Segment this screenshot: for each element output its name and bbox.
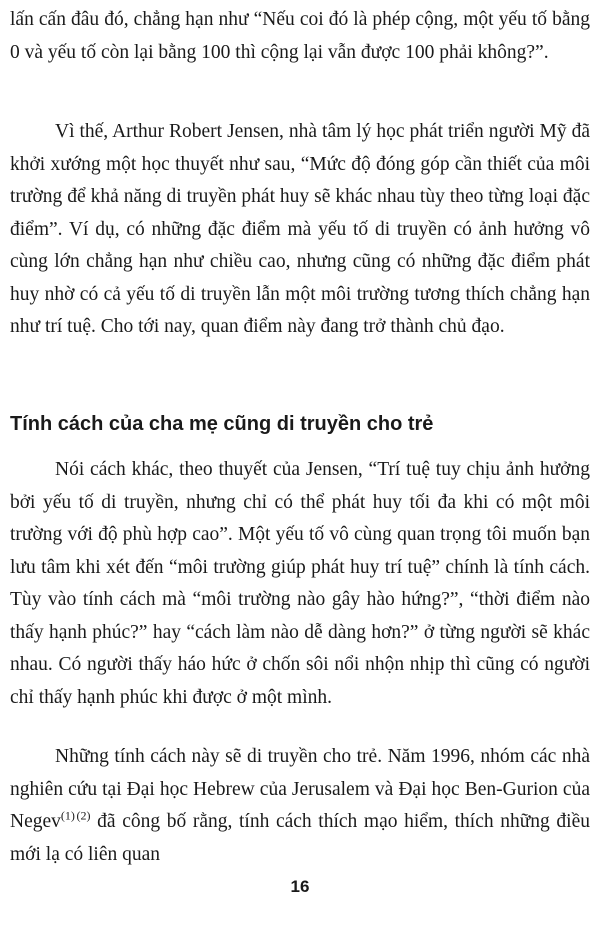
footnote-reference-1: (1) bbox=[60, 808, 75, 823]
paragraph-text-end: đã công bố rằng, tính cách thích mạo hiểm, thích những điều mới lạ có liên quan bbox=[10, 811, 590, 865]
page-number: 16 bbox=[290, 877, 310, 896]
book-page bbox=[10, 0, 590, 932]
paragraph-jensen-theory: Vì thế, Arthur Robert Jensen, nhà tâm lý học phát triển người Mỹ đã khởi xướng một học thuyết như sau, “Mức độ đóng góp cần thiết của môi trường để khả năng di truyền phát huy sẽ khác nhau tùy theo từng loại đặc điểm”. Ví dụ, có những đặc điểm mà yếu tố di truyền có ảnh hưởng vô cùng lớn chẳng hạn như chiều cao, nhưng cũng có những đặc điểm phát huy nhờ có cả yếu tố di truyền lẫn một môi trường tương thích chẳng hạn như trí tuệ. Cho tới nay, quan điểm này đang trở thành chủ đạo. bbox=[10, 121, 590, 337]
footnote-reference-2: (2) bbox=[76, 808, 91, 823]
paragraph-personality-environment: Nói cách khác, theo thuyết của Jensen, “Trí tuệ tuy chịu ảnh hưởng bởi yếu tố di truyền, nhưng chỉ có thể phát huy tối đa khi có một môi trường với độ phù hợp cao”. Một yếu tố vô cùng quan trọng tôi muốn bạn lưu tâm khi xét đến “môi trường giúp phát huy trí tuệ” chính là tính cách. Tùy vào tính cách mà “môi trường nào gây hào hứng?”, “thời điểm nào thấy hạnh phúc?” hay “cách làm nào dễ dàng hơn?” ở từng người sẽ khác nhau. Có người thấy háo hức ở chốn sôi nổi nhộn nhịp thì cũng có người chỉ thấy hạnh phúc khi được ở một mình. bbox=[10, 459, 590, 708]
paragraph-continuation: lấn cấn đâu đó, chẳng hạn như “Nếu coi đó là phép cộng, một yếu tố bằng 0 và yếu tố còn lại bằng 100 thì cộng lại vẫn được 100 phải không?”. bbox=[10, 9, 590, 63]
paragraph-personality-heredity bbox=[10, 741, 590, 871]
section-heading: Tính cách của cha mẹ cũng di truyền cho trẻ bbox=[10, 413, 434, 435]
paragraph-text-start: Những tính cách này sẽ di truyền cho trẻ. Năm 1996, nhóm các nhà nghiên cứu tại Đại học Hebrew của Jerusalem và Đại học Ben-Gurion của Negev bbox=[10, 746, 590, 832]
